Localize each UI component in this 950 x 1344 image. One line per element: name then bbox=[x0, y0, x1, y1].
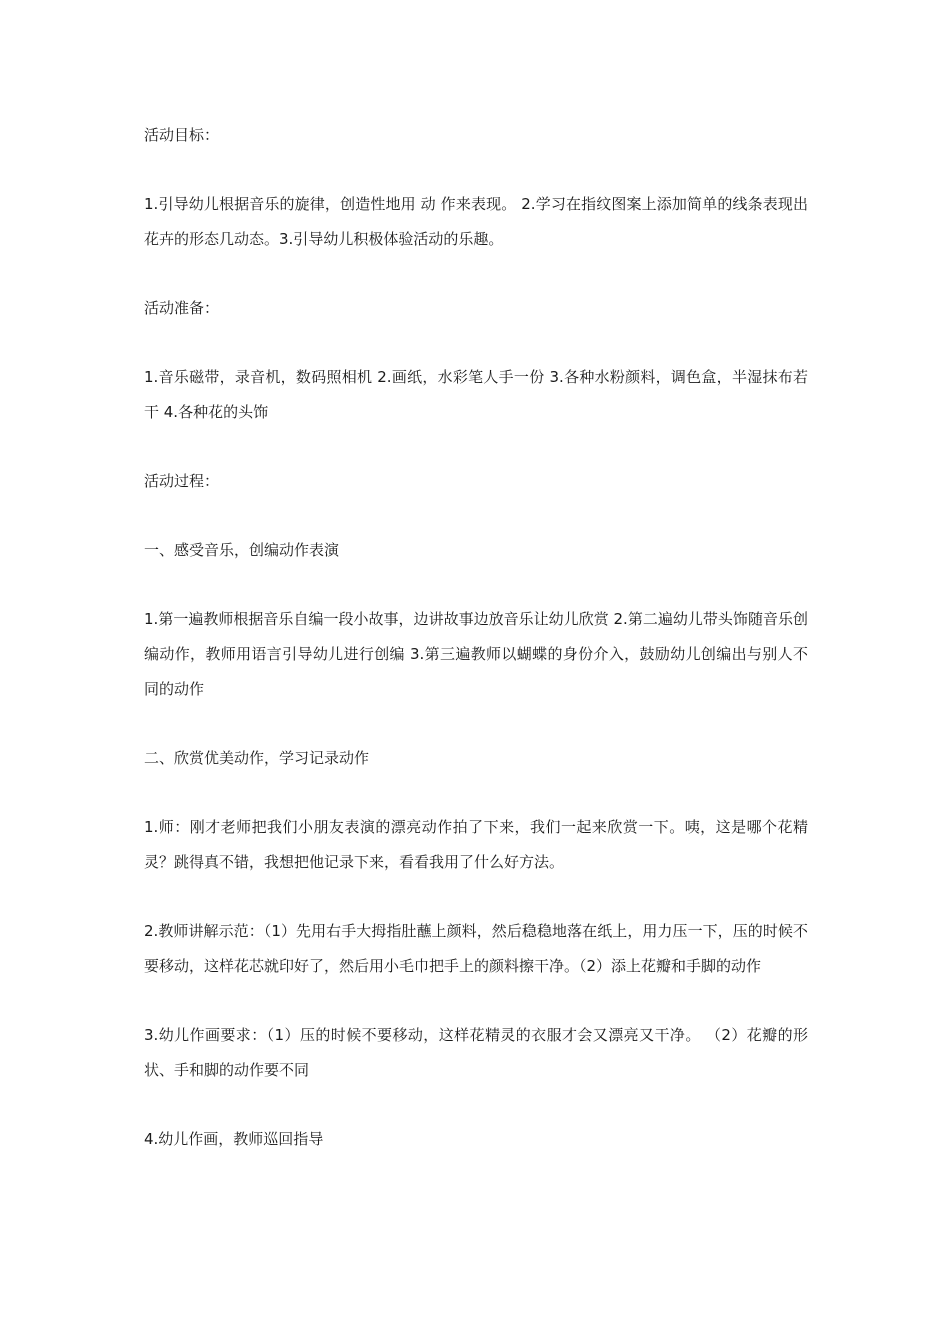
step-three-paragraph: 3.幼儿作画要求：（1）压的时候不要移动，这样花精灵的衣服才会又漂亮又干净。 （2）花瓣的形状、手和脚的动作要不同 bbox=[144, 1026, 808, 1079]
preparation-paragraph: 1.音乐磁带，录音机，数码照相机 2.画纸，水彩笔人手一份 3.各种水粉颜料，调色盒，半湿抹布若干 4.各种花的头饰 bbox=[144, 368, 808, 421]
heading-activity-goals: 活动目标： bbox=[144, 126, 220, 144]
step-two-paragraph: 2.教师讲解示范：（1）先用右手大拇指肚蘸上颜料，然后稳稳地落在纸上，用力压一下，压的时候不要移动，这样花芯就印好了，然后用小毛巾把手上的颜料擦干净。（2）添上花瓣和手脚的动作 bbox=[144, 922, 808, 975]
goals-paragraph: 1.引导幼儿根据音乐的旋律，创造性地用 动 作来表现。 2.学习在指纹图案上添加简单的线条表现出花卉的形态几动态。3.引导幼儿积极体验活动的乐趣。 bbox=[144, 195, 808, 248]
section-one-paragraph: 1.第一遍教师根据音乐自编一段小故事，边讲故事边放音乐让幼儿欣赏 2.第二遍幼儿带头饰随音乐创编动作，教师用语言引导幼儿进行创编 3.第三遍教师以蝴蝶的身份介入，鼓励幼儿创编出与别人不同的动作 bbox=[144, 610, 808, 698]
heading-activity-process: 活动过程： bbox=[144, 472, 220, 490]
section-two-heading: 二、欣赏优美动作，学习记录动作 bbox=[144, 749, 370, 767]
section-one-heading: 一、感受音乐，创编动作表演 bbox=[144, 541, 340, 559]
heading-activity-preparation: 活动准备： bbox=[144, 299, 220, 317]
document-body bbox=[144, 118, 808, 1157]
step-one-paragraph: 1.师：刚才老师把我们小朋友表演的漂亮动作拍了下来，我们一起来欣赏一下。咦，这是哪个花精灵？跳得真不错，我想把他记录下来，看看我用了什么好方法。 bbox=[144, 818, 808, 871]
step-four-paragraph: 4.幼儿作画，教师巡回指导 bbox=[144, 1130, 324, 1148]
